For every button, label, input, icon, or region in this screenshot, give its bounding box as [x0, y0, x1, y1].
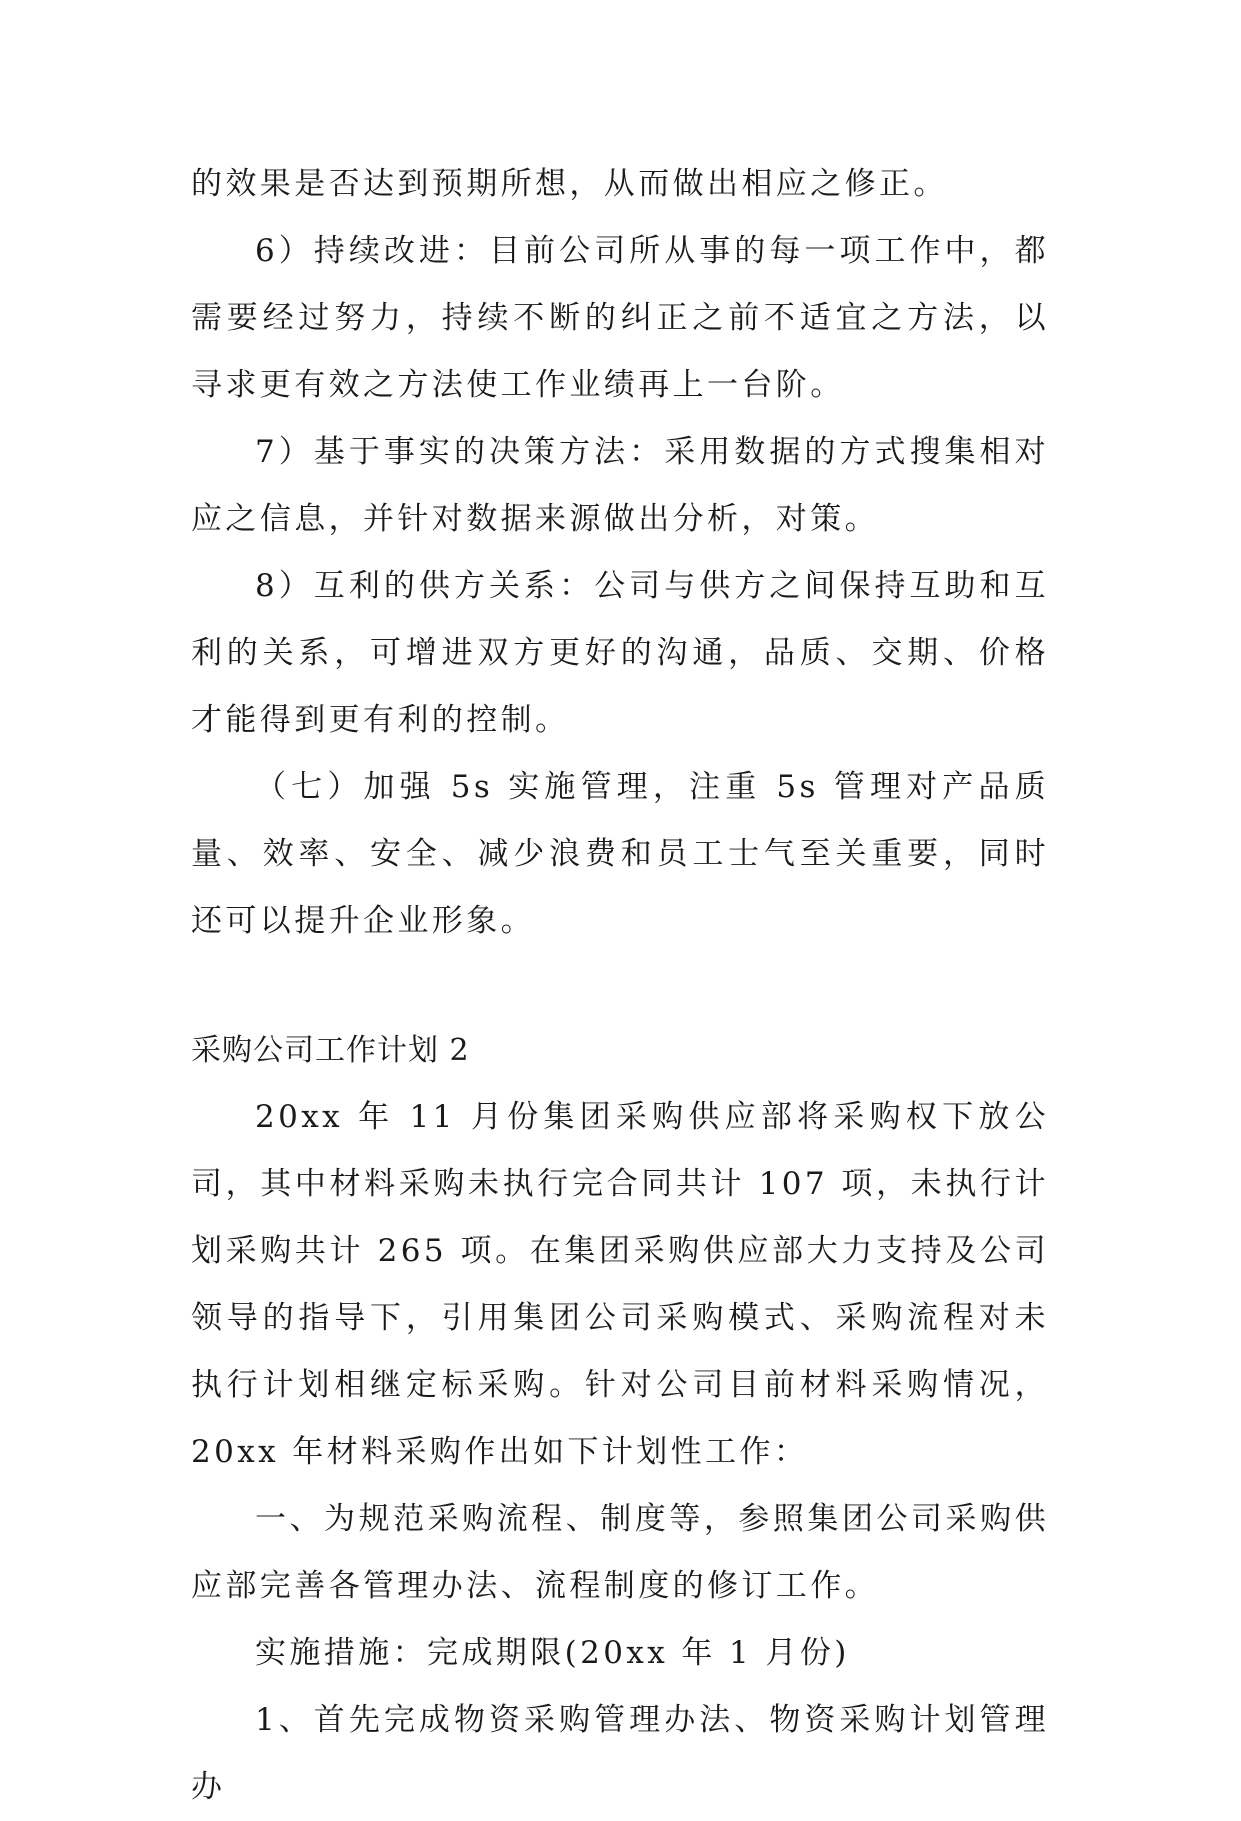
paragraph-supplier-relationship: 8）互利的供方关系：公司与供方之间保持互助和互利的关系，可增进双方更好的沟通，品质、交期、价格才能得到更有利的控制。 — [191, 568, 1049, 738]
paragraph-first-step: 1、首先完成物资采购管理办法、物资采购计划管理办 — [191, 1702, 1049, 1805]
section-title: 采购公司工作计划 2 — [191, 1033, 470, 1068]
paragraph-measures: 实施措施：完成期限(20xx 年 1 月份) — [255, 1635, 850, 1671]
section-gap — [191, 955, 1049, 1017]
paragraph-plan-intro: 20xx 年 11 月份集团采购供应部将采购权下放公司，其中材料采购未执行完合同共计 107 项，未执行计划采购共计 265 项。在集团采购供应部大力支持及公司领导的指导下，引用集团公司采购模式、采购流程对未执行计划相继定标采购。针对公司目前材料采购情况，20xx 年材料采购作出如下计划性工作： — [191, 1099, 1049, 1470]
paragraph-continuation: 的效果是否达到预期所想，从而做出相应之修正。 — [191, 166, 948, 202]
paragraph-5s-management: （七）加强 5s 实施管理，注重 5s 管理对产品质量、效率、安全、减少浪费和员工士气至关重要，同时还可以提升企业形象。 — [191, 769, 1049, 939]
document-body — [191, 151, 1049, 1821]
paragraph-fact-based-decision: 7）基于事实的决策方法：采用数据的方式搜集相对应之信息，并针对数据来源做出分析，对策。 — [191, 434, 1049, 537]
paragraph-continuous-improvement: 6）持续改进：目前公司所从事的每一项工作中，都需要经过努力，持续不断的纠正之前不适宜之方法，以寻求更有效之方法使工作业绩再上一台阶。 — [191, 233, 1049, 403]
paragraph-item-one: 一、为规范采购流程、制度等，参照集团公司采购供应部完善各管理办法、流程制度的修订工作。 — [191, 1501, 1049, 1604]
